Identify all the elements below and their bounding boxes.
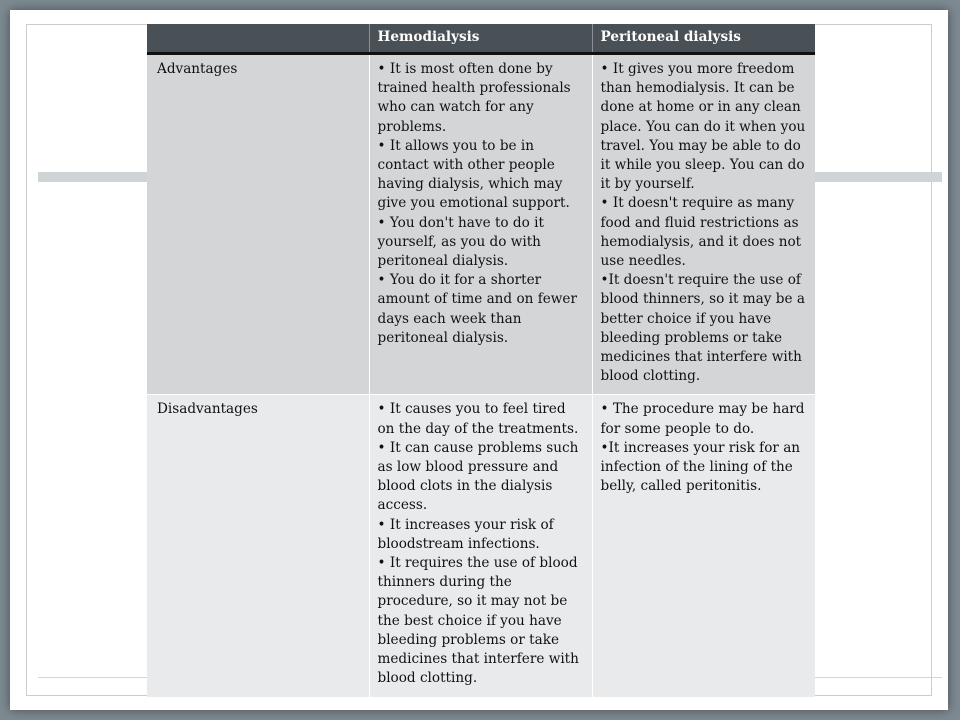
cell-peritoneal-disadvantages (592, 395, 815, 697)
bullet-item: • It is most often done by trained health professionals who can watch for any problems. (377, 61, 571, 135)
header-hemodialysis: Hemodialysis (369, 24, 592, 54)
cell-peritoneal-advantages (592, 54, 815, 395)
bullet-item: • It increases your risk of bloodstream infections. (377, 516, 554, 552)
table-row-disadvantages (147, 395, 815, 697)
bullet-item: • It causes you to feel tired on the day of the treatments. (377, 401, 579, 437)
row-label-disadvantages: Disadvantages (147, 395, 369, 697)
header-row (147, 24, 815, 54)
bullet-item: • It doesn't require as many food and fluid restrictions as hemodialysis, and it does not use needles. (600, 195, 802, 270)
bullet-item: • It allows you to be in contact with other people having dialysis, which may give you emotional support. (377, 137, 570, 212)
bullet-item: • You don't have to do it yourself, as you do with peritoneal dialysis. (377, 214, 544, 270)
bullet-item: •It increases your risk for an infection of the lining of the belly, called peritonitis. (600, 439, 801, 495)
cell-hemodialysis-advantages (369, 54, 592, 395)
table-row-advantages (147, 54, 815, 395)
bullet-item: •It doesn't require the use of blood thinners, so it may be a better choice if you have bleeding problems or take medicines that interfere with blood clotting. (600, 272, 805, 385)
bullet-item: • It requires the use of blood thinners during the procedure, so it may not be the best choice if you have bleeding problems or take medicines that interfere with blood clotting. (377, 555, 579, 687)
comparison-table (147, 24, 815, 698)
bullet-item: • It can cause problems such as low blood pressure and blood clots in the dialysis access. (377, 439, 579, 514)
header-empty (147, 24, 369, 54)
bullet-item: • The procedure may be hard for some people to do. (600, 401, 805, 437)
bullet-item: • It gives you more freedom than hemodialysis. It can be done at home or in any clean place. You can do it when you travel. You may be able to do it while you sleep. You can do it by yourself. (600, 61, 806, 193)
header-peritoneal-dialysis: Peritoneal dialysis (592, 24, 815, 54)
cell-hemodialysis-disadvantages (369, 395, 592, 697)
bullet-item: • You do it for a shorter amount of time and on fewer days each week than peritoneal dialysis. (377, 272, 577, 346)
row-label-advantages: Advantages (147, 54, 369, 395)
